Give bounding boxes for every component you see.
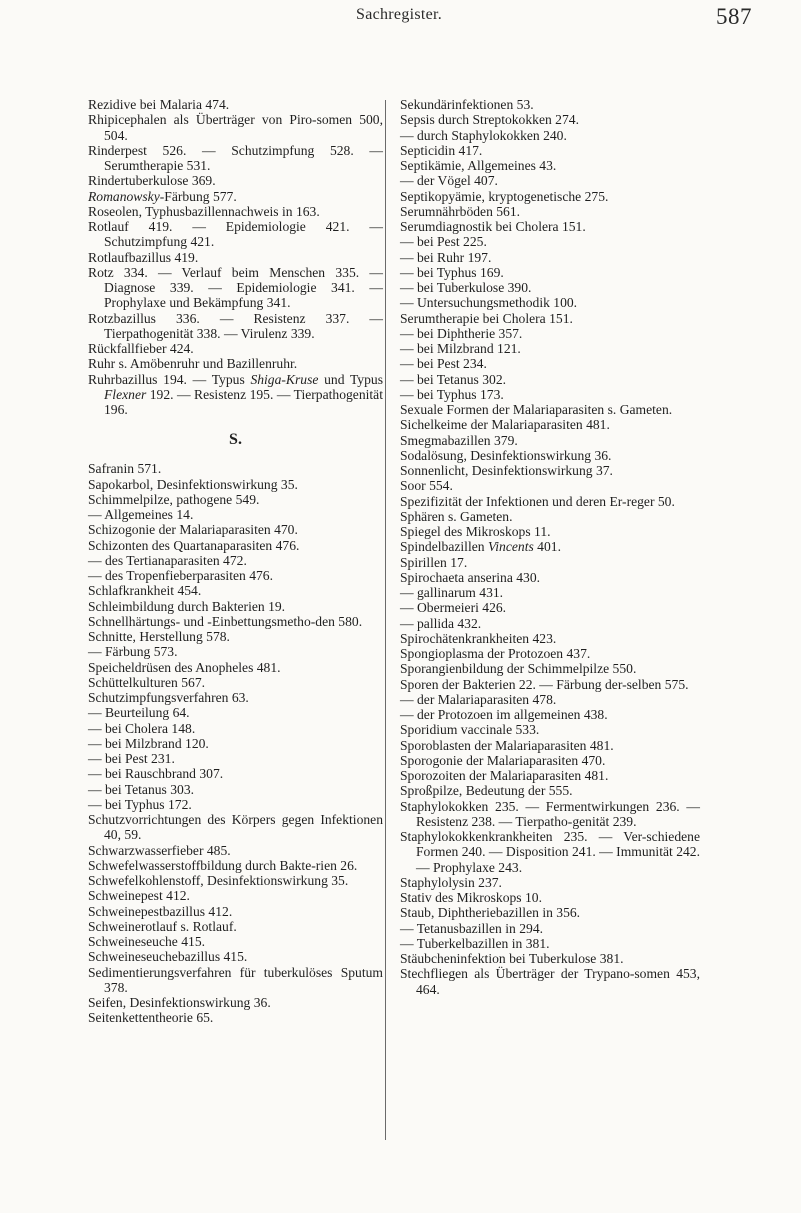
index-entry: [400, 646, 700, 661]
index-entry: [400, 753, 700, 768]
index-entry: [88, 858, 383, 873]
entry-text: Schleimbildung durch Bakterien 19.: [88, 598, 286, 614]
index-entry: [88, 477, 383, 492]
index-entry: [400, 509, 700, 524]
entry-text: Flexner: [104, 386, 147, 402]
index-entry: [88, 766, 383, 781]
entry-text: — bei Ruhr 197.: [400, 249, 492, 265]
index-entry: [400, 555, 700, 570]
index-entry: [400, 738, 700, 753]
entry-text: — Tetanusbazillen in 294.: [400, 920, 544, 936]
entry-text: Rotlaufbazillus 419.: [88, 249, 199, 265]
index-entry: [400, 387, 700, 402]
index-entry: [88, 568, 383, 583]
entry-text: — bei Typhus 173.: [400, 386, 504, 402]
entry-text: Sonnenlicht, Desinfektionswirkung 37.: [400, 463, 613, 478]
index-entry: [400, 402, 700, 417]
entry-text: Schlafkrankheit 454.: [88, 583, 202, 599]
entry-text: Schnitte, Herstellung 578.: [88, 629, 230, 644]
index-entry: [400, 692, 700, 707]
index-entry: [400, 265, 700, 280]
index-entry: [88, 736, 383, 751]
index-entry: [400, 143, 700, 158]
entry-text: — Allgemeines 14.: [88, 507, 194, 522]
entry-text: — bei Pest 225.: [400, 234, 487, 250]
entry-text: — bei Milzbrand 121.: [400, 341, 521, 356]
index-entry: [88, 112, 383, 143]
index-entry: [400, 280, 700, 295]
index-entry: [88, 690, 383, 705]
index-entry: [400, 417, 700, 432]
entry-text: Ruhr s. Amöbenruhr und Bazillenruhr.: [88, 356, 298, 372]
entry-text: Schweinerotlauf s. Rotlauf.: [88, 918, 237, 934]
index-entry: [88, 189, 383, 204]
index-entry: [400, 250, 700, 265]
index-entry: [88, 888, 383, 903]
index-entry: [400, 570, 700, 585]
entry-text: — des Tropenfieberparasiten 476.: [88, 568, 273, 583]
entry-text: Schizonten des Quartanaparasiten 476.: [88, 537, 300, 553]
entry-text: Schutzvorrichtungen des Körpers gegen Infektionen 40, 59.: [88, 812, 383, 843]
entry-text: — Färbung 573.: [88, 644, 178, 660]
entry-text: Seifen, Desinfektionswirkung 36.: [88, 995, 271, 1010]
entry-text: Schweineseuche 415.: [88, 934, 206, 949]
entry-text: Sekundärinfektionen 53.: [400, 97, 534, 112]
entry-text: Serumdiagnostik bei Cholera 151.: [400, 219, 586, 234]
index-entry: [88, 522, 383, 537]
index-entry: [400, 539, 700, 554]
index-entry: [400, 936, 700, 951]
entry-text: — Beurteilung 64.: [88, 705, 190, 721]
index-entry: [88, 629, 383, 644]
entry-text: Spongioplasma der Protozoen 437.: [400, 646, 591, 661]
entry-text: Staub, Diphtheriebazillen in 356.: [400, 905, 581, 921]
entry-text: Schwefelwasserstoffbildung durch Bakte-rien 26.: [88, 857, 358, 873]
index-entry: [400, 448, 700, 463]
entry-text: — bei Typhus 172.: [88, 796, 192, 812]
entry-text: Sporidium vaccinale 533.: [400, 722, 540, 738]
entry-text: Staphylolysin 237.: [400, 874, 502, 890]
entry-text: Roseolen, Typhusbazillennachweis in 163.: [88, 203, 320, 219]
entry-text: — pallida 432.: [400, 615, 482, 631]
index-entry: [88, 949, 383, 964]
index-entry: [400, 158, 700, 173]
entry-text: Smegmabazillen 379.: [400, 432, 518, 448]
index-entry: [400, 311, 700, 326]
index-entry: [400, 661, 700, 676]
entry-text: — des Tertianaparasiten 472.: [88, 552, 247, 568]
index-entry: [400, 97, 700, 112]
index-entry: [400, 295, 700, 310]
entry-text: Sporogonie der Malariaparasiten 470.: [400, 752, 606, 768]
entry-text: Sproßpilze, Bedeutung der 555.: [400, 783, 573, 799]
entry-text: — bei Pest 234.: [400, 356, 487, 372]
index-entry: [88, 614, 383, 629]
index-entry: [88, 507, 383, 522]
index-entry: [400, 966, 700, 997]
index-column-right: [400, 97, 700, 997]
index-entry: [400, 768, 700, 783]
index-entry: [400, 799, 700, 830]
entry-text: Schweinepestbazillus 412.: [88, 903, 233, 919]
entry-text: Schutzimpfungsverfahren 63.: [88, 690, 249, 705]
index-entry: [88, 705, 383, 720]
index-entry: [400, 921, 700, 936]
entry-text: — der Malariaparasiten 478.: [400, 691, 557, 707]
entry-text: Rhipicephalen als Überträger von Piro-somen 500, 504.: [88, 112, 383, 143]
entry-text: — der Vögel 407.: [400, 173, 498, 189]
index-entry: [88, 173, 383, 188]
index-entry: [400, 707, 700, 722]
index-entry: [88, 751, 383, 766]
entry-text: — bei Tetanus 303.: [88, 781, 195, 797]
index-entry: [88, 265, 383, 311]
entry-text: Stativ des Mikroskops 10.: [400, 890, 542, 905]
entry-text: Sapokarbol, Desinfektionswirkung 35.: [88, 476, 298, 492]
entry-text: Sichelkeime der Malariaparasiten 481.: [400, 417, 610, 433]
entry-text: 401.: [533, 539, 561, 555]
entry-text: Staphylokokkenkrankheiten 235. — Ver-schiedene Formen 240. — Disposition 241. — Immunität 242. — Prophylaxe 243.: [400, 829, 700, 875]
index-entry: [88, 492, 383, 507]
index-entry: [400, 173, 700, 188]
entry-text: Septikämie, Allgemeines 43.: [400, 158, 557, 173]
index-entry: [88, 1010, 383, 1025]
entry-text: Septikopyämie, kryptogenetische 275.: [400, 188, 609, 204]
index-entry: [88, 143, 383, 174]
entry-text: Ruhrbazillus 194. — Typus: [88, 371, 251, 387]
index-entry: [88, 721, 383, 736]
index-entry: [400, 585, 700, 600]
entry-text: — bei Pest 231.: [88, 751, 175, 766]
entry-text: Sexuale Formen der Malariaparasiten s. Gameten.: [400, 402, 673, 417]
entry-text: Serumtherapie bei Cholera 151.: [400, 310, 573, 326]
index-entry: [88, 873, 383, 888]
index-entry: [88, 644, 383, 659]
index-entry: [400, 204, 700, 219]
entry-text: Spirillen 17.: [400, 554, 468, 570]
index-entry: [88, 553, 383, 568]
index-entry: [400, 616, 700, 631]
entry-text: — der Protozoen im allgemeinen 438.: [400, 707, 608, 722]
index-entry: [88, 675, 383, 690]
index-entry: [88, 583, 383, 598]
index-entry: [400, 875, 700, 890]
index-entry: [400, 951, 700, 966]
index-entry: [400, 326, 700, 341]
entry-text: — bei Cholera 148.: [88, 720, 196, 736]
index-entry: [400, 219, 700, 234]
entry-text: — bei Tetanus 302.: [400, 371, 507, 387]
entry-text: Stechfliegen als Überträger der Trypano-somen 453, 464.: [400, 966, 700, 997]
entry-text: Stäubcheninfektion bei Tuberkulose 381.: [400, 951, 624, 966]
entry-text: Shiga-Kruse: [250, 371, 319, 387]
entry-text: Serumnährböden 561.: [400, 203, 521, 219]
entry-text: Sedimentierungsverfahren für tuberkulöses Sputum 378.: [88, 964, 383, 995]
entry-text: Rinderpest 526. — Schutzimpfung 528. — Serumtherapie 531.: [88, 142, 383, 173]
index-entry: [88, 97, 383, 112]
entry-text: -Färbung 577.: [159, 188, 237, 204]
index-entry: [88, 204, 383, 219]
entry-text: — bei Typhus 169.: [400, 264, 504, 280]
index-entry: [88, 356, 383, 371]
section-letter: [88, 431, 383, 449]
entry-text: Sodalösung, Desinfektionswirkung 36.: [400, 447, 612, 463]
column-divider: [385, 100, 386, 1140]
entry-text: 192. — Resistenz 195. — Tierpathogenität 196.: [104, 386, 383, 417]
entry-text: Rotlauf 419. — Epidemiologie 421. — Schutzimpfung 421.: [88, 219, 383, 250]
entry-text: Sporen der Bakterien 22. — Färbung der-selben 575.: [400, 676, 689, 692]
entry-text: Sepsis durch Streptokokken 274.: [400, 112, 579, 128]
entry-text: Schnellhärtungs- und -Einbettungsmetho-den 580.: [88, 613, 363, 629]
index-column-left: [88, 97, 383, 1026]
entry-text: Romanowsky: [88, 188, 160, 204]
entry-text: Schüttelkulturen 567.: [88, 674, 206, 690]
entry-text: — bei Diphtherie 357.: [400, 325, 523, 341]
entry-text: Seitenkettentheorie 65.: [88, 1010, 214, 1026]
index-entry: [88, 538, 383, 553]
entry-text: — bei Tuberkulose 390.: [400, 280, 532, 295]
index-entry: [400, 372, 700, 387]
index-entry: [400, 234, 700, 249]
index-entry: [88, 797, 383, 812]
index-entry: [88, 995, 383, 1010]
index-entry: [400, 128, 700, 143]
index-entry: [400, 829, 700, 875]
index-entry: [88, 461, 383, 476]
index-entry: [400, 722, 700, 737]
entry-text: Sporangienbildung der Schimmelpilze 550.: [400, 661, 637, 677]
running-head: [0, 4, 801, 34]
entry-text: Staphylokokken 235. — Fermentwirkungen 236. — Resistenz 238. — Tierpatho-genität 239.: [400, 798, 700, 829]
entry-text: Spirochaeta anserina 430.: [400, 569, 541, 585]
index-entry: [88, 782, 383, 797]
index-entry: [400, 783, 700, 798]
index-entry: [400, 631, 700, 646]
entry-text: Rindertuberkulose 369.: [88, 173, 216, 189]
entry-text: Sporoblasten der Malariaparasiten 481.: [400, 737, 614, 753]
index-entry: [400, 677, 700, 692]
page-number: 587: [716, 4, 752, 29]
entry-text: Spindelbazillen: [400, 539, 488, 555]
entry-text: Sphären s. Gameten.: [400, 508, 513, 524]
entry-text: Spezifizität der Infektionen und deren Er-reger 50.: [400, 493, 675, 509]
index-entry: [88, 341, 383, 356]
index-entry: [400, 112, 700, 127]
entry-text: Schwefelkohlenstoff, Desinfektionswirkung 35.: [88, 873, 349, 888]
index-entry: [400, 890, 700, 905]
index-entry: [88, 904, 383, 919]
entry-text: Rezidive bei Malaria 474.: [88, 97, 230, 112]
entry-text: Vincents: [487, 539, 534, 555]
index-entry: [88, 919, 383, 934]
entry-text: Schizogonie der Malariaparasiten 470.: [88, 522, 298, 538]
index-entry: [88, 250, 383, 265]
index-entry: [88, 660, 383, 675]
index-entry: [400, 524, 700, 539]
entry-text: — durch Staphylokokken 240.: [400, 127, 567, 143]
entry-text: Schimmelpilze, pathogene 549.: [88, 491, 260, 507]
entry-text: — Untersuchungsmethodik 100.: [400, 295, 578, 311]
index-entry: [88, 812, 383, 843]
running-title: Sachregister.: [356, 6, 443, 23]
index-entry: [400, 600, 700, 615]
entry-text: Safranin 571.: [88, 461, 162, 477]
entry-text: — bei Milzbrand 120.: [88, 735, 209, 751]
index-entry: [88, 934, 383, 949]
index-entry: [400, 189, 700, 204]
entry-text: S.: [229, 431, 242, 449]
index-entry: [400, 494, 700, 509]
entry-text: — Tuberkelbazillen in 381.: [400, 935, 550, 951]
index-entry: [88, 372, 383, 418]
index-entry: [88, 965, 383, 996]
entry-text: Sporozoiten der Malariaparasiten 481.: [400, 768, 609, 783]
entry-text: — gallinarum 431.: [400, 585, 504, 600]
index-entry: [88, 599, 383, 614]
index-entry: [400, 463, 700, 478]
index-entry: [400, 433, 700, 448]
index-entry: [88, 219, 383, 250]
entry-text: und Typus: [318, 371, 383, 387]
index-entry: [400, 341, 700, 356]
entry-text: Rotzbazillus 336. — Resistenz 337. — Tierpathogenität 338. — Virulenz 339.: [88, 310, 383, 341]
entry-text: — bei Rauschbrand 307.: [88, 766, 224, 782]
entry-text: Schweinepest 412.: [88, 888, 190, 904]
entry-text: — Obermeieri 426.: [400, 600, 507, 616]
index-entry: [400, 478, 700, 493]
entry-text: Rotz 334. — Verlauf beim Menschen 335. — Diagnose 339. — Epidemiologie 341. — Prophylaxe und Bekämpfung 341.: [88, 264, 383, 311]
entry-text: Septicidin 417.: [400, 142, 483, 158]
entry-text: Speicheldrüsen des Anopheles 481.: [88, 659, 281, 675]
index-entry: [88, 311, 383, 342]
index-entry: [88, 843, 383, 858]
entry-text: Rückfallfieber 424.: [88, 341, 194, 356]
entry-text: Schwarzwasserfieber 485.: [88, 842, 231, 858]
index-entry: [400, 356, 700, 371]
entry-text: Soor 554.: [400, 478, 453, 494]
entry-text: Spiegel des Mikroskops 11.: [400, 524, 551, 539]
index-entry: [400, 905, 700, 920]
entry-text: Spirochätenkrankheiten 423.: [400, 630, 557, 646]
entry-text: Schweineseuchebazillus 415.: [88, 949, 248, 965]
